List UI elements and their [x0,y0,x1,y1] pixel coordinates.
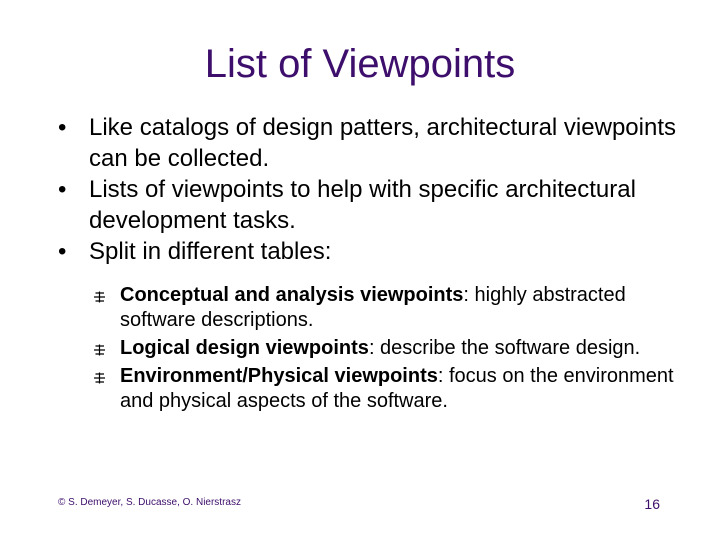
sub-bullet-text: : describe the software design. [368,337,641,359]
bullet-marker: • [58,114,67,141]
bullet-marker: • [58,238,67,265]
sub-bullet-item [92,336,692,361]
sub-bullet-text: : focus on the environment and physical aspects of the software. [120,365,674,412]
sub-bullet-item [92,364,692,414]
slide-title: List of Viewpoints [204,42,516,86]
bullet-item [58,236,678,267]
sub-bullet-text: : highly abstracted software descriptions. [120,284,626,331]
plus-minus-box-icon [92,342,108,358]
plus-minus-box-icon [92,289,108,305]
bullet-text: Lists of viewpoints to help with specific architectural development tasks. [89,176,636,234]
bullet-text: Split in different tables: [89,238,332,265]
sub-bullet-item [92,283,692,333]
bullet-item [58,174,678,236]
bullet-text: Like catalogs of design patters, architectural viewpoints can be collected. [89,114,676,172]
bullet-marker: • [58,176,67,203]
bullet-list [58,112,678,267]
footer-copyright: © S. Demeyer, S. Ducasse, O. Nierstrasz [58,497,241,508]
plus-minus-box-icon [92,370,108,386]
bullet-item [58,112,678,174]
sub-bullet-term: Conceptual and analysis viewpoints [120,284,464,306]
page-number: 16 [644,496,660,512]
sub-bullet-term: Environment/Physical viewpoints [120,365,438,387]
sub-bullet-term: Logical design viewpoints [120,337,369,359]
sub-bullet-list [92,283,692,417]
